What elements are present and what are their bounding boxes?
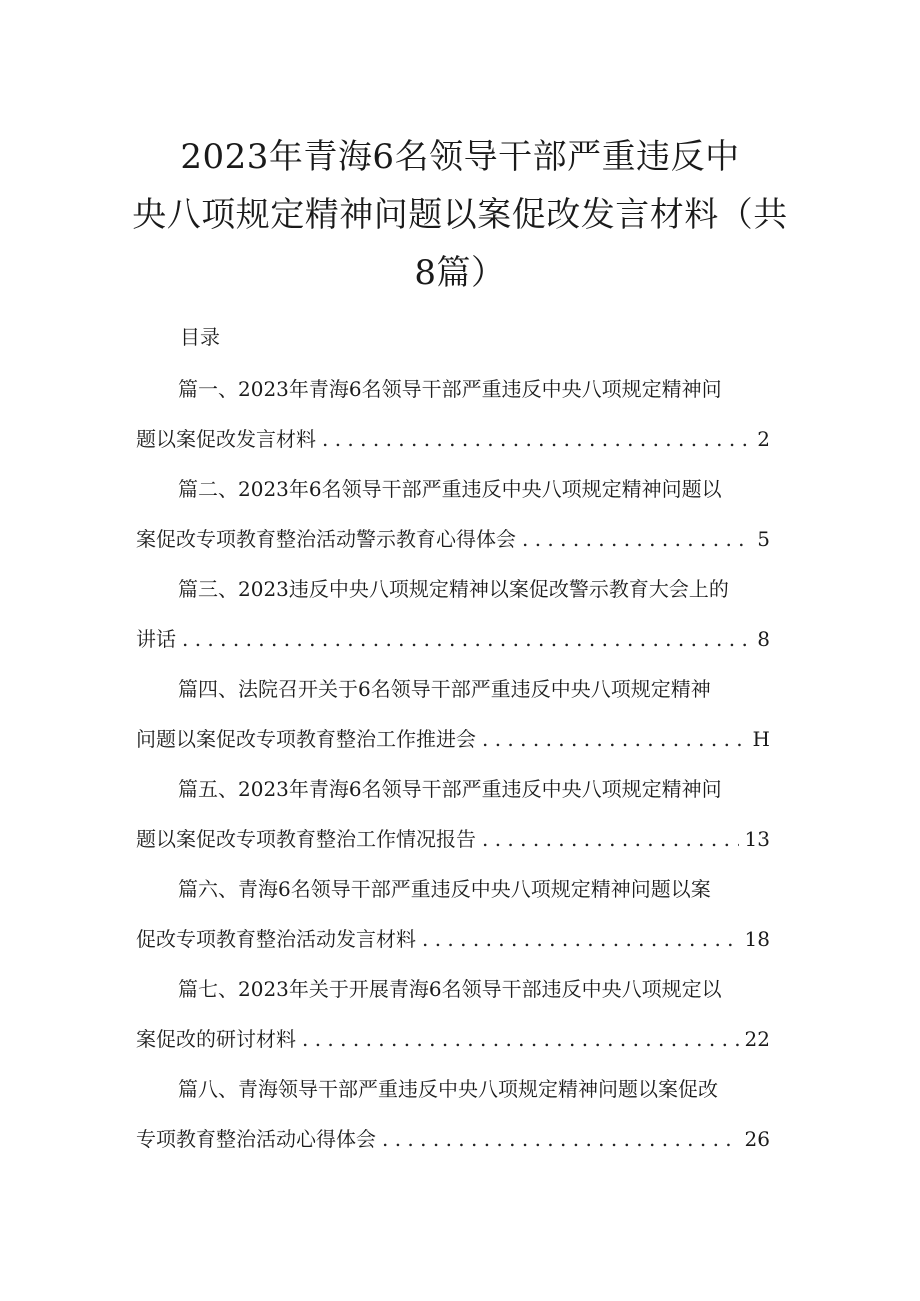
document-title [120, 128, 800, 302]
toc-entry-title-cont: 促改专项教育整治活动发言材料 [136, 927, 416, 951]
toc-entry-title-cont: 讲话 [136, 627, 176, 651]
toc-entry-1[interactable] [136, 364, 770, 464]
dot-leader [382, 1114, 739, 1164]
dot-leader [522, 514, 750, 564]
dot-leader [482, 714, 747, 764]
toc-entry-title: 篇六、青海6名领导干部严重违反中央八项规定精神问题以案 [178, 877, 711, 901]
toc-entry-title: 篇二、2023年6名领导干部严重违反中央八项规定精神问题以 [178, 477, 722, 501]
toc-entry-8[interactable] [136, 1064, 770, 1164]
toc-entry-title-cont: 题以案促改发言材料 [136, 427, 316, 451]
toc-page-number: 18 [744, 927, 770, 951]
toc-page-number: 8 [757, 627, 770, 651]
toc-entry-6[interactable] [136, 864, 770, 964]
toc-page-number: H [752, 727, 770, 751]
toc-entry-title: 篇一、2023年青海6名领导干部严重违反中央八项规定精神问 [178, 377, 722, 401]
toc-page-number: 13 [744, 827, 770, 851]
toc-entry-4[interactable] [136, 664, 770, 764]
title-line-2: 央八项规定精神问题以案促改发言材料（共 [132, 195, 788, 235]
title-line-3: 8篇） [414, 253, 506, 293]
toc-entry-title-cont: 题以案促改专项教育整治工作情况报告 [136, 827, 476, 851]
toc-entry-3[interactable] [136, 564, 770, 664]
toc-page-number: 5 [757, 527, 770, 551]
toc-entry-7[interactable] [136, 964, 770, 1064]
title-line-1: 2023年青海6名领导干部严重违反中 [180, 137, 740, 177]
toc-page-number: 2 [757, 427, 770, 451]
toc-entry-title: 篇八、青海领导干部严重违反中央八项规定精神问题以案促改 [178, 1077, 718, 1101]
toc-entry-title: 篇四、法院召开关于6名领导干部严重违反中央八项规定精神 [178, 677, 711, 701]
toc-entry-title-cont: 专项教育整治活动心得体会 [136, 1127, 376, 1151]
toc-heading: 目录 [180, 325, 220, 349]
dot-leader [182, 614, 750, 664]
toc-entry-title-cont: 案促改的研讨材料 [136, 1027, 296, 1051]
toc-entry-title: 篇七、2023年关于开展青海6名领导干部违反中央八项规定以 [178, 977, 722, 1001]
toc-page-number: 26 [744, 1127, 770, 1151]
toc-entry-title: 篇三、2023违反中央八项规定精神以案促改警示教育大会上的 [178, 577, 729, 601]
dot-leader [482, 814, 739, 864]
toc-entry-title-cont: 案促改专项教育整治活动警示教育心得体会 [136, 527, 516, 551]
table-of-contents [136, 364, 770, 1164]
toc-entry-title: 篇五、2023年青海6名领导干部严重违反中央八项规定精神问 [178, 777, 722, 801]
dot-leader [322, 414, 750, 464]
toc-page-number: 22 [744, 1027, 770, 1051]
dot-leader [302, 1014, 739, 1064]
dot-leader [422, 914, 739, 964]
toc-entry-2[interactable] [136, 464, 770, 564]
toc-entry-title-cont: 问题以案促改专项教育整治工作推进会 [136, 727, 476, 751]
toc-entry-5[interactable] [136, 764, 770, 864]
